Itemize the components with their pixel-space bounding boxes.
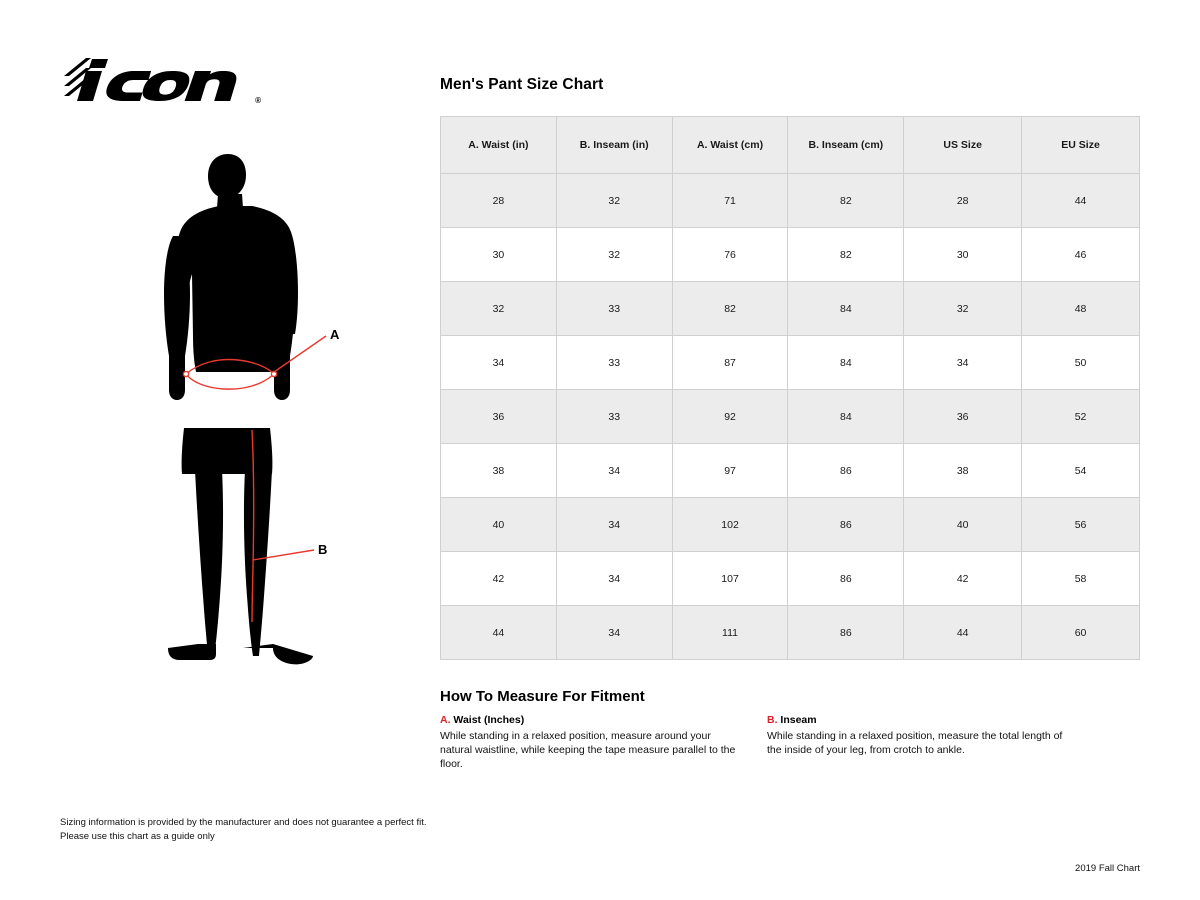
table-cell: 52 bbox=[1022, 390, 1140, 444]
column-header: A. Waist (in) bbox=[441, 117, 557, 174]
item-body: While standing in a relaxed position, measure around your natural waistline, while keeping the tape measure parallel to the floor. bbox=[440, 729, 736, 770]
table-cell: 54 bbox=[1022, 444, 1140, 498]
table-cell: 32 bbox=[904, 282, 1022, 336]
disclaimer-line-2: Please use this chart as a guide only bbox=[60, 830, 215, 842]
size-chart-table bbox=[440, 116, 1140, 660]
table-row bbox=[441, 444, 1140, 498]
registered-mark: ® bbox=[255, 96, 261, 105]
table-row bbox=[441, 606, 1140, 660]
table-cell: 86 bbox=[788, 444, 904, 498]
table-cell: 28 bbox=[441, 174, 557, 228]
table-cell: 107 bbox=[672, 552, 788, 606]
table-cell: 33 bbox=[556, 390, 672, 444]
table-cell: 42 bbox=[904, 552, 1022, 606]
item-letter: A. bbox=[440, 714, 451, 726]
table-cell: 82 bbox=[788, 174, 904, 228]
column-header: B. Inseam (cm) bbox=[788, 117, 904, 174]
table-cell: 56 bbox=[1022, 498, 1140, 552]
item-name: Inseam bbox=[780, 714, 817, 726]
table-row bbox=[441, 336, 1140, 390]
table-cell: 44 bbox=[441, 606, 557, 660]
table-cell: 60 bbox=[1022, 606, 1140, 660]
table-row bbox=[441, 282, 1140, 336]
label-a: A bbox=[330, 327, 340, 342]
table-cell: 34 bbox=[556, 498, 672, 552]
table-cell: 97 bbox=[672, 444, 788, 498]
table-cell: 33 bbox=[556, 282, 672, 336]
table-row bbox=[441, 552, 1140, 606]
table-row bbox=[441, 498, 1140, 552]
column-header: EU Size bbox=[1022, 117, 1140, 174]
table-cell: 44 bbox=[904, 606, 1022, 660]
table-row bbox=[441, 174, 1140, 228]
table-cell: 36 bbox=[904, 390, 1022, 444]
table-cell: 34 bbox=[441, 336, 557, 390]
how-to-measure-item-waist bbox=[440, 714, 740, 772]
table-cell: 58 bbox=[1022, 552, 1140, 606]
table-cell: 30 bbox=[441, 228, 557, 282]
table-cell: 32 bbox=[556, 228, 672, 282]
brand-logo bbox=[62, 55, 261, 107]
table-cell: 38 bbox=[904, 444, 1022, 498]
table-cell: 86 bbox=[788, 498, 904, 552]
table-cell: 34 bbox=[556, 552, 672, 606]
table-cell: 32 bbox=[556, 174, 672, 228]
table-cell: 84 bbox=[788, 390, 904, 444]
table-cell: 30 bbox=[904, 228, 1022, 282]
table-cell: 102 bbox=[672, 498, 788, 552]
table-cell: 28 bbox=[904, 174, 1022, 228]
table-cell: 82 bbox=[672, 282, 788, 336]
table-cell: 46 bbox=[1022, 228, 1140, 282]
footer-chart-version: 2019 Fall Chart bbox=[1075, 863, 1140, 874]
measurement-diagram bbox=[140, 140, 370, 670]
table-cell: 38 bbox=[441, 444, 557, 498]
item-name: Waist (Inches) bbox=[453, 714, 525, 726]
table-cell: 33 bbox=[556, 336, 672, 390]
column-header: US Size bbox=[904, 117, 1022, 174]
table-cell: 84 bbox=[788, 336, 904, 390]
table-cell: 86 bbox=[788, 606, 904, 660]
page-title: Men's Pant Size Chart bbox=[440, 76, 604, 93]
table-cell: 32 bbox=[441, 282, 557, 336]
table-cell: 34 bbox=[556, 606, 672, 660]
label-b: B bbox=[318, 542, 328, 557]
table-row bbox=[441, 228, 1140, 282]
table-cell: 36 bbox=[441, 390, 557, 444]
table-cell: 44 bbox=[1022, 174, 1140, 228]
disclaimer-line-1: Sizing information is provided by the manufacturer and does not guarantee a perfect fit. bbox=[60, 817, 427, 828]
column-header: B. Inseam (in) bbox=[556, 117, 672, 174]
table-row bbox=[441, 390, 1140, 444]
table-cell: 86 bbox=[788, 552, 904, 606]
table-cell: 76 bbox=[672, 228, 788, 282]
table-cell: 92 bbox=[672, 390, 788, 444]
how-to-measure-title: How To Measure For Fitment bbox=[440, 688, 645, 705]
how-to-measure-item-inseam bbox=[767, 714, 1077, 758]
table-cell: 71 bbox=[672, 174, 788, 228]
table-cell: 42 bbox=[441, 552, 557, 606]
item-body: While standing in a relaxed position, measure the total length of the inside of your leg, from crotch to ankle. bbox=[767, 729, 1063, 756]
column-header: A. Waist (cm) bbox=[672, 117, 788, 174]
table-cell: 84 bbox=[788, 282, 904, 336]
table-cell: 34 bbox=[904, 336, 1022, 390]
disclaimer bbox=[60, 816, 427, 844]
table-cell: 87 bbox=[672, 336, 788, 390]
table-header-row bbox=[441, 117, 1140, 174]
table-cell: 48 bbox=[1022, 282, 1140, 336]
table-cell: 82 bbox=[788, 228, 904, 282]
table-cell: 40 bbox=[904, 498, 1022, 552]
table-cell: 111 bbox=[672, 606, 788, 660]
table-cell: 40 bbox=[441, 498, 557, 552]
table-cell: 34 bbox=[556, 444, 672, 498]
icon-wordmark-icon bbox=[62, 55, 252, 107]
male-silhouette-icon bbox=[164, 154, 313, 664]
table-cell: 50 bbox=[1022, 336, 1140, 390]
item-letter: B. bbox=[767, 714, 778, 726]
